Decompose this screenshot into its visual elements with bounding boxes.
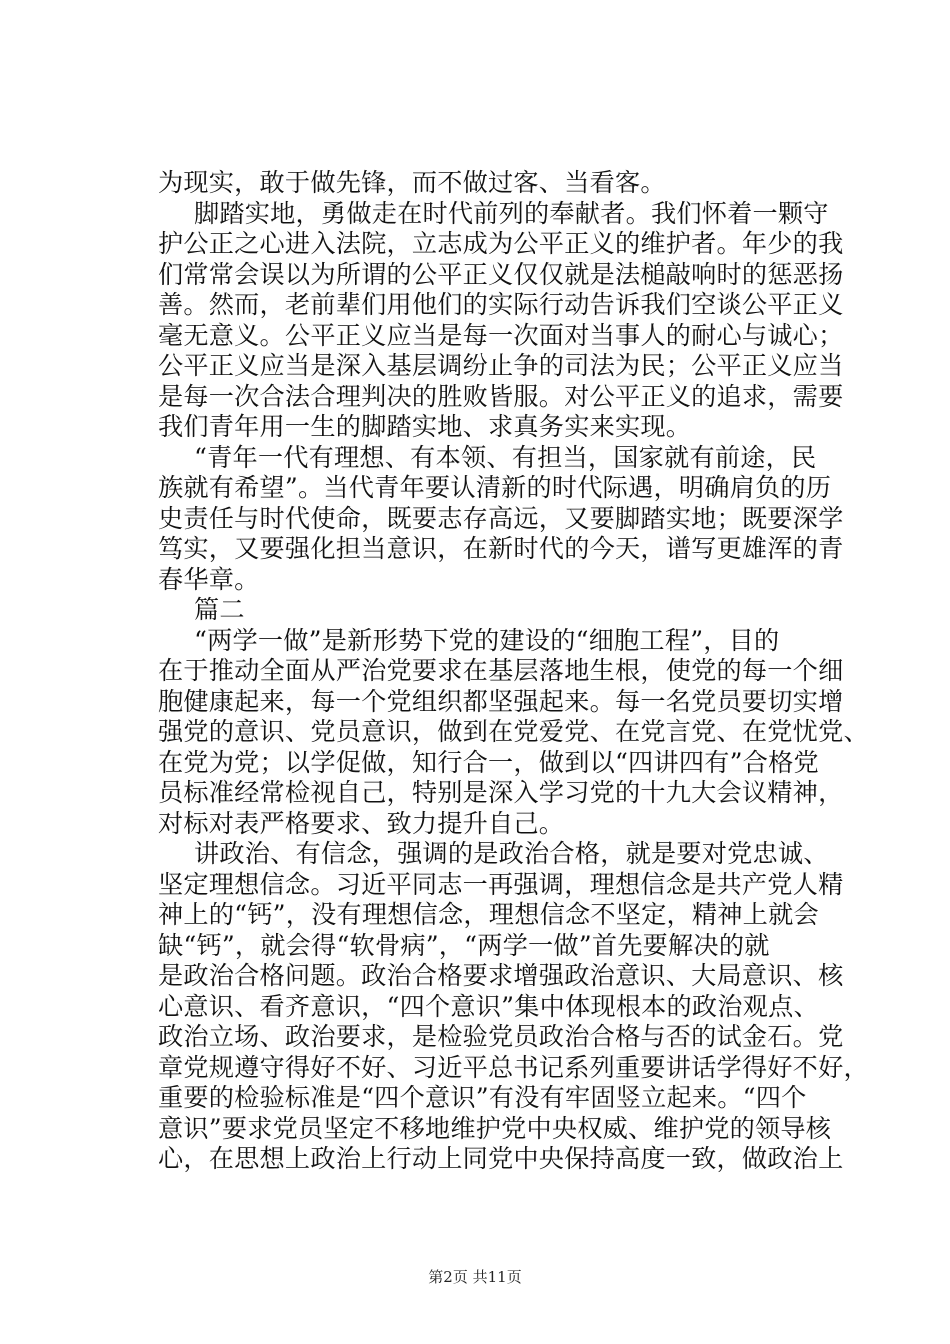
- text-line: 章党规遵守得好不好、习近平总书记系列重要讲话学得好不好，: [158, 1052, 869, 1082]
- text-line: 春华章。: [158, 564, 260, 594]
- text-line: 对标对表严格要求、致力提升自己。: [158, 808, 565, 838]
- page-footer: [0, 1268, 950, 1286]
- section-heading: 篇二: [194, 595, 245, 624]
- text-line: 毫无意义。公平正义应当是每一次面对当事人的耐心与诚心；: [158, 320, 844, 350]
- text-line: 讲政治、有信念，强调的是政治合格，就是要对党忠诚、: [194, 839, 829, 868]
- text-line: 脚踏实地，勇做走在时代前列的奉献者。我们怀着一颗守: [194, 198, 829, 228]
- text-line: 善。然而，老前辈们用他们的实际行动告诉我们空谈公平正义: [158, 290, 844, 319]
- text-line: 心，在思想上政治上行动上同党中央保持高度一致，做政治上: [158, 1144, 844, 1173]
- text-line: 我们青年用一生的脚踏实地、求真务实来实现。: [158, 412, 692, 441]
- text-line: 公平正义应当是深入基层调纷止争的司法为民；公平正义应当: [158, 351, 844, 380]
- text-line: 在于推动全面从严治党要求在基层落地生根，使党的每一个细: [158, 656, 844, 685]
- text-line: 为现实，敢于做先锋，而不做过客、当看客。: [158, 168, 666, 197]
- text-line: 神上的“钙”，没有理想信念，理想信念不坚定，精神上就会: [158, 900, 819, 929]
- text-line: 史责任与时代使命，既要志存高远，又要脚踏实地；既要深学: [158, 503, 844, 533]
- text-line: 笃实，又要强化担当意识，在新时代的今天，谱写更雄浑的青: [158, 534, 844, 563]
- text-line: 心意识、看齐意识，“四个意识”集中体现根本的政治观点、: [158, 991, 819, 1021]
- text-line: 在党为党；以学促做，知行合一，做到以“四讲四有”合格党: [158, 747, 819, 777]
- page-number: 第2页 共11页: [428, 1268, 522, 1286]
- text-line: 是每一次合法合理判决的胜败皆服。对公平正义的追求，需要: [158, 381, 844, 411]
- text-line: 们常常会误以为所谓的公平正义仅仅就是法槌敲响时的惩恶扬: [158, 259, 844, 289]
- text-line: 是政治合格问题。政治合格要求增强政治意识、大局意识、核: [158, 961, 844, 990]
- text-line: 族就有希望”。当代青年要认清新的时代际遇，明确肩负的历: [158, 473, 832, 502]
- text-line: 重要的检验标准是“四个意识”有没有牢固竖立起来。“四个: [158, 1083, 807, 1112]
- text-line: 员标准经常检视自己，特别是深入学习党的十九大会议精神，: [158, 778, 844, 807]
- text-line: 护公正之心进入法院，立志成为公平正义的维护者。年少的我: [158, 229, 844, 258]
- text-line: 胞健康起来，每一个党组织都坚强起来。每一名党员要切实增: [158, 686, 844, 716]
- text-line: 坚定理想信念。习近平同志一再强调，理想信念是共产党人精: [158, 869, 844, 899]
- text-line: “青年一代有理想、有本领、有担当，国家就有前途，民: [194, 442, 817, 472]
- text-line: 意识”要求党员坚定不移地维护党中央权威、维护党的领导核: [158, 1113, 832, 1143]
- document-body: [158, 168, 869, 1175]
- text-line: 缺“钙”，就会得“软骨病”，“两学一做”首先要解决的就: [158, 930, 770, 960]
- text-line: 强党的意识、党员意识，做到在党爱党、在党言党、在党忧党、: [158, 717, 869, 746]
- text-line: “两学一做”是新形势下党的建设的“细胞工程”，目的: [194, 625, 780, 655]
- text-line: 政治立场、政治要求，是检验党员政治合格与否的试金石。党: [158, 1022, 844, 1051]
